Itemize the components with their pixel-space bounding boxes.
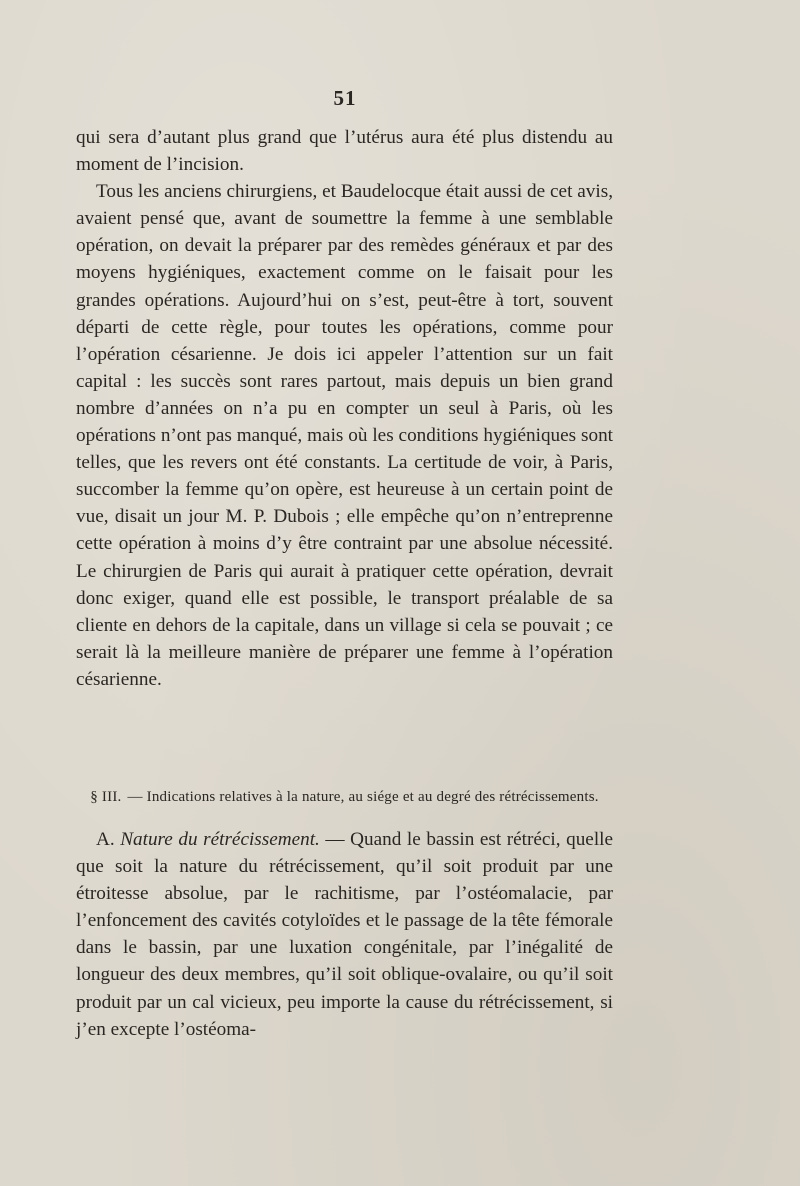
section-marker: § III. <box>90 789 122 805</box>
paragraph-continuation: qui sera d’autant plus grand que l’utérus aura été plus distendu au moment de l’incision. <box>76 127 613 176</box>
subsection-block <box>76 826 613 1043</box>
section-heading <box>76 786 613 808</box>
section-title: — Indications relatives à la nature, au siége et au degré des rétrécissements. <box>127 789 599 805</box>
paragraph-anciens-chirurgiens: Tous les anciens chirurgiens, et Baudelocque était aussi de cet avis, avaient pensé que, avant de soumettre la femme à une semblable opération, on devait la préparer par des remèdes généraux et par des moyens hygiéniques, exactement comme on le faisait pour les grandes opérations. Aujourd’hui on s’est, peut-être à tort, souvent départi de cette règle, pour toutes les opérations, comme pour l’opération césarienne. Je dois ici appeler l’attention sur un fait capital : les succès sont rares partout, mais depuis un bien grand nombre d’années on n’a pu en compter un seul à Paris, où les opérations n’ont pas manqué, mais où les conditions hygiéniques sont telles, que les revers ont été constants. La certitude de voir, à Paris, succomber la femme qu’on opère, est heureuse à un certain point de vue, disait un jour M. P. Dubois ; elle empêche qu’on n’entreprenne cette opération à moins d’y être contraint par une absolue nécessité. Le chirurgien de Paris qui aurait à pratiquer cette opération, devrait donc exiger, quand elle est possible, le transport préalable de sa cliente en dehors de la capitale, dans un village si cela se pouvait ; ce serait là la meilleure manière de préparer une femme à l’opération césarienne. <box>76 181 613 690</box>
subsection-paragraph <box>76 826 613 1043</box>
subsection-label: A. <box>96 829 115 850</box>
subsection-text: — Quand le bassin est rétréci, quelle que soit la nature du rétrécissement, qu’il soit produit par une étroitesse absolue, par le rachitisme, par l’ostéomalacie, par l’enfoncement des cavités cotyloïdes et le passage de la tête fémorale dans le bassin, par une luxation congénitale, par l’inégalité de longueur des deux membres, qu’il soit oblique-ovalaire, ou qu’il soit produit par un cal vicieux, peu importe la cause du rétrécissement, si j’en excepte l’ostéoma- <box>76 829 613 1040</box>
body-text <box>76 124 613 693</box>
page-number: 51 <box>333 86 357 110</box>
subsection-title: Nature du rétrécissement. <box>120 829 320 850</box>
